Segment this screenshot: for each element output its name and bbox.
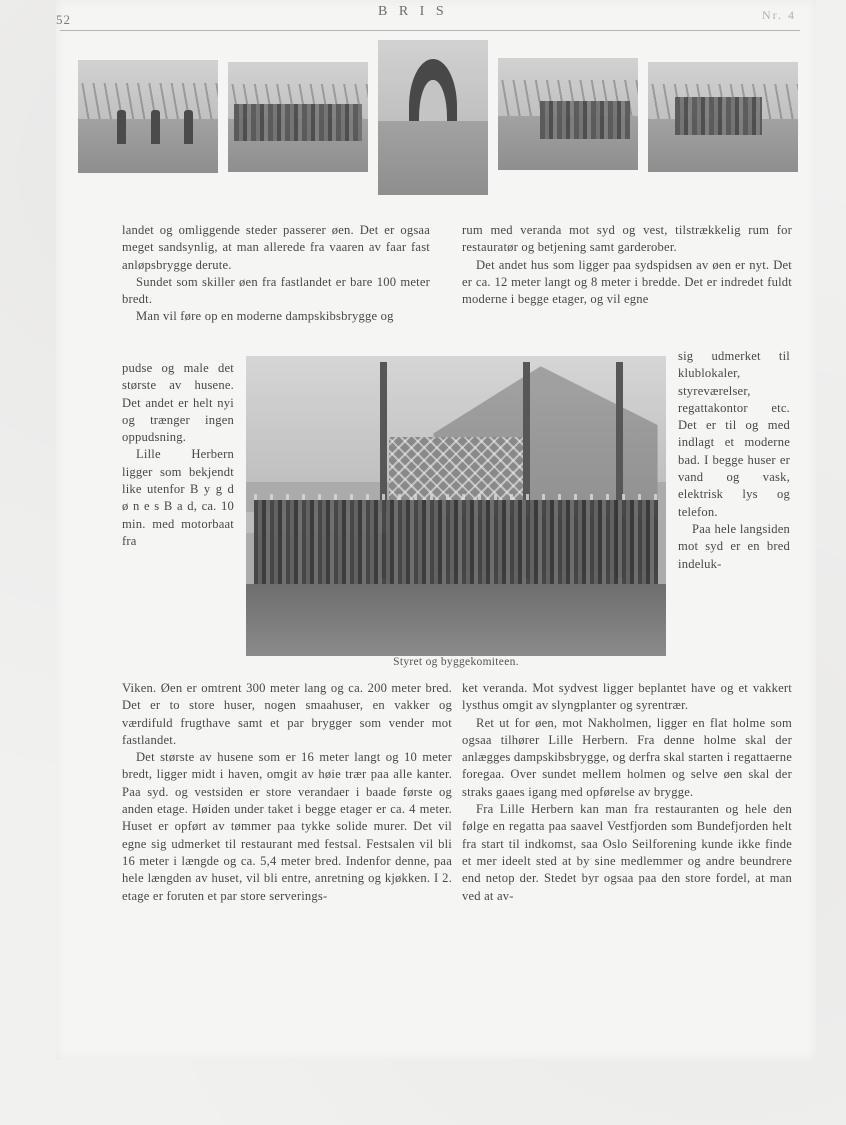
page-number-left: 52: [56, 12, 71, 27]
photo-strip: [78, 40, 800, 195]
paragraph: Paa hele langsiden mot syd er en bred indeluk-: [678, 521, 790, 571]
column-right-bottom: [462, 680, 792, 905]
paragraph: landet og omliggende steder passerer øen. Det er ogsaa meget sandsynlig, at man allerede fra vaaren av faar fast anløpsbrygge derute.: [122, 223, 430, 272]
paragraph: Man vil føre op en moderne dampskibsbrygge og: [136, 309, 394, 324]
paragraph: Fra Lille Herbern kan man fra restauranten og hele den følge en regatta paa saavel Vestfjorden som Bundefjorden helt fra start til indkomst, saa Oslo Seilforening kunde ikke finde et mer ideelt sted at by sine medlemmer og andre beundrere end netop der. Stedet byr ogsaa paa den store fordel, at man ved at av-: [462, 802, 792, 903]
paragraph: sig udmerket til klublokaler, styreværelser, regattakontor etc. Det er til og med indlagt et moderne bad. I begge huser er vand og vask, elektrisk lys og telefon.: [678, 349, 790, 519]
paragraph: Ret ut for øen, mot Nakholmen, ligger en flat holme som ogsaa tilhører Lille Herbern. Fra denne holme skal der anlægges dampskibsbrygge, og derfra skal starten i regattaerne foregaa. Over sundet mellem holmen og selve øen skal der straks gaaes igang med opførelse av brygge.: [462, 715, 792, 799]
paragraph: Det andet hus som ligger paa sydspidsen av øen er nyt. Det er ca. 12 meter langt og 8 meter i bredde. Det er indredet fuldt moderne i begge etager, og vil egne: [462, 257, 792, 307]
photo-group-on-rocks: [648, 62, 798, 172]
header-rule: [60, 30, 800, 31]
paragraph: Sundet som skiller øen fra fastlandet er bare 100 meter bredt.: [122, 274, 430, 307]
photo-board-and-building-committee: [246, 356, 666, 656]
column-left-bottom: [122, 680, 452, 905]
column-left-top: [122, 222, 430, 326]
paragraph: ket veranda. Mot sydvest ligger beplantet have og et vakkert lysthus omgit av slyngplanter og syrentrær.: [462, 681, 792, 713]
column-left-narrow: [122, 360, 234, 550]
paragraph: Viken. Øen er omtrent 300 meter lang og ca. 200 meter bred. Det er to store huser, nogen smaahuser, en vakker og værdifuld frugthave samt et par brygger som vender mot fastlandet.: [122, 681, 452, 747]
photo-gathering-by-shore: [498, 58, 638, 170]
photo-caption: Styret og byggekomiteen.: [393, 656, 519, 668]
paragraph: rum med veranda mot syd og vest, tilstrækkelig rum for restauratør og betjening samt garderober.: [462, 223, 792, 255]
column-right-top: [462, 222, 792, 308]
masthead-title: B R I S: [378, 4, 448, 19]
paragraph: Det største av husene som er 16 meter langt og 10 meter bredt, ligger midt i haven, omgit av høie trær paa alle kanter. Paa syd. og vestsiden er store verandaer i baade første og anden etage. Høiden under taket i begge etager er ca. 4 meter. Huset er opført av tømmer paa tykke solide murer. Det vil egne sig udmerket til restaurant med festsal. Festsalen vil bli 16 meter i længde og ca. 5,4 meter bred. Indenfor denne, paa hele længden av huset, vil bli entre, anretning og kjøkken. I 2. etage er foruten et par store serverings-: [122, 750, 452, 903]
photo-group-at-grave: [228, 62, 368, 172]
photo-memorial-arch: [378, 40, 488, 195]
paragraph: Lille Herbern ligger som bekjendt like utenfor B y g d ø n e s B a d, ca. 10 min. med motorbaat fra: [122, 447, 234, 548]
paragraph: pudse og male det største av husene. Det andet er helt nyi og trænger ingen oppudsning.: [122, 361, 234, 445]
photo-funeral-procession-1: [78, 60, 218, 173]
issue-number: Nr. 4: [762, 8, 796, 22]
column-right-narrow: [678, 348, 790, 573]
